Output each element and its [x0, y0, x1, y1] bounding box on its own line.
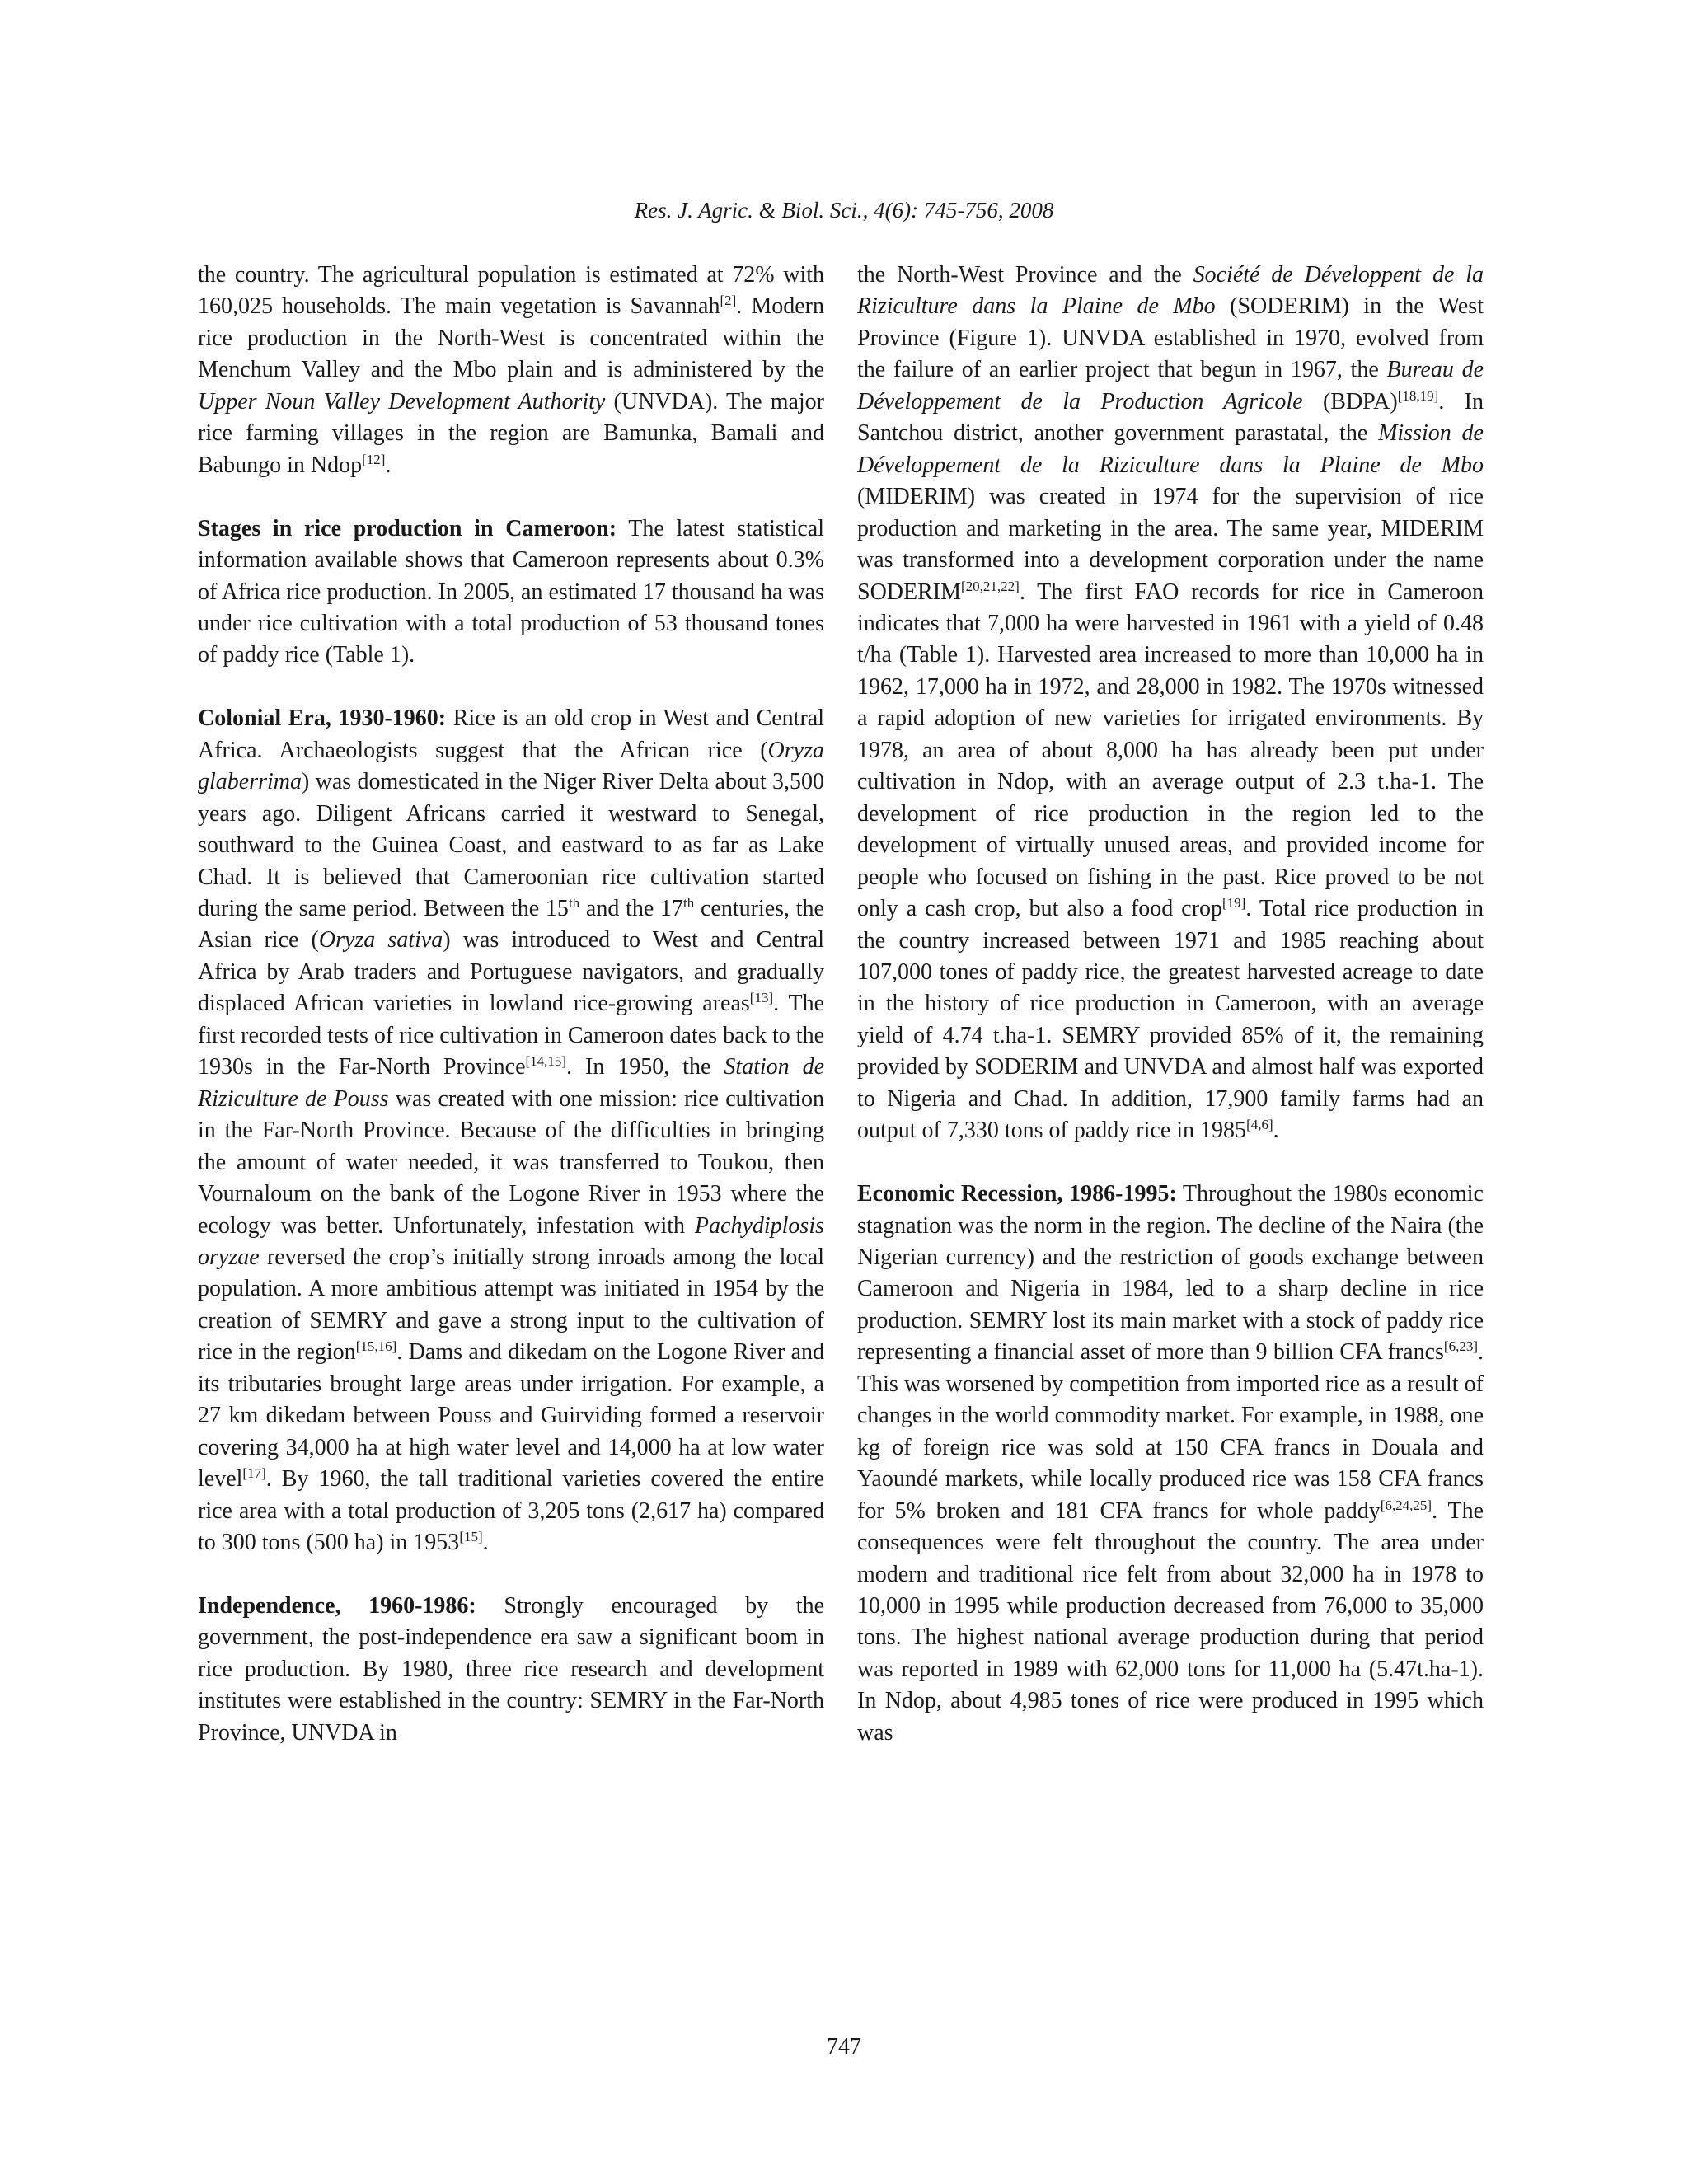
section-heading: Independence, 1960-1986:: [198, 1592, 476, 1619]
left-column: [198, 260, 824, 1749]
citation: [17]: [242, 1465, 266, 1482]
page-number: 747: [827, 2034, 861, 2060]
citation: [6,24,25]: [1380, 1497, 1432, 1513]
section-heading: Colonial Era, 1930-1960:: [198, 705, 447, 732]
citation: [18,19]: [1397, 387, 1439, 404]
paragraph-economic-recession: Economic Recession, 1986-1995: Throughout the 1980s economic stagnation was the norm in the region. The decline of the Naira (the Nigerian currency) and the restriction of goods exchange between Cameroon and Nigeria in 1984, led to a sharp decline in rice production. SEMRY lost its main market with a stock of paddy rice representing a financial asset of more than 9 billion CFA francs[6,23]. This was worsened by competition from imported rice as a result of changes in the world commodity market. For example, in 1988, one kg of foreign rice was sold at 150 CFA francs in Douala and Yaoundé markets, while locally produced rice was 158 CFA francs for 5% broken and 181 CFA francs for whole paddy[6,24,25]. The consequences were felt throughout the country. The area under modern and traditional rice felt from about 32,000 ha in 1978 to 10,000 in 1995 while production decreased from 76,000 to 35,000 tons. The highest national average production during that period was reported in 1989 with 62,000 tons for 11,000 ha (5.47t.ha-1). In Ndop, about 4,985 tones of rice were produced in 1995 which was: [857, 1181, 1484, 1746]
paragraph-independence: Independence, 1960-1986: Strongly encouraged by the government, the post-independence era saw a significant boom in rice production. By 1980, three rice research and development institutes were established in the country: SEMRY in the Far-North Province, UNVDA in: [198, 1592, 825, 1746]
citation: [2]: [720, 293, 737, 309]
citation: [19]: [1222, 895, 1246, 912]
right-column: [857, 260, 1484, 1749]
paragraph-institutes: the North-West Province and the Société de Développent de la Riziculture dans la Plaine de Mbo (SODERIM) in the West Province (Figure 1). UNVDA established in 1970, evolved from the failure of an earlier project that begun in 1967, the Bureau de Développement de la Production Agricole (BDPA)[18,19]. In Santchou district, another government parastatal, the Mission de Développement de la Riziculture dans la Plaine de Mbo (MIDERIM) was created in 1974 for the supervision of rice production and marketing in the area. The same year, MIDERIM was transformed into a development corporation under the name SODERIM[20,21,22]. The first FAO records for rice in Cameroon indicates that 7,000 ha were harvested in 1961 with a yield of 0.48 t/ha (Table 1). Harvested area increased to more than 10,000 ha in 1962, 17,000 ha in 1972, and 28,000 in 1982. The 1970s witnessed a rapid adoption of new varieties for irrigated environments. By 1978, an area of about 8,000 ha has already been put under cultivation in Ndop, with an average output of 2.3 t.ha-1. The development of rice production in the region led to the development of virtually unused areas, and provided income for people who focused on fishing in the past. Rice proved to be not only a cash crop, but also a food crop[19]. Total rice production in the country increased between 1971 and 1985 reaching about 107,000 tones of paddy rice, the greatest harvested acreage to date in the history of rice production in Cameroon, with an average yield of 4.74 t.ha-1. SEMRY provided 85% of it, the remaining provided by SODERIM and UNVDA and almost half was exported to Nigeria and Chad. In addition, 17,900 family farms had an output of 7,330 tons of paddy rice in 1985[4,6].: [857, 262, 1484, 1144]
citation: [14,15]: [525, 1053, 567, 1070]
paragraph-stages: Stages in rice production in Cameroon: The latest statistical information available shows that Cameroon represents about 0.3% of Africa rice production. In 2005, an estimated 17 thousand ha was under rice cultivation with a total production of 53 thousand tones of paddy rice (Table 1).: [198, 515, 824, 668]
citation: [6,23]: [1443, 1338, 1478, 1355]
running-head: Res. J. Agric. & Biol. Sci., 4(6): 745-756, 2008: [634, 198, 1054, 223]
paragraph-colonial-era: Colonial Era, 1930-1960: Rice is an old crop in West and Central Africa. Archaeologists suggest that the African rice (Oryza glaberrima) was domesticated in the Niger River Delta about 3,500 years ago. Diligent Africans carried it westward to Senegal, southward to the Guinea Coast, and eastward to as far as Lake Chad. It is believed that Cameroonian rice cultivation started during the same period. Between the 15th and the 17th centuries, the Asian rice (Oryza sativa) was introduced to West and Central Africa by Arab traders and Portuguese navigators, and gradually displaced African varieties in lowland rice-growing areas[13]. The first recorded tests of rice cultivation in Cameroon dates back to the 1930s in the Far-North Province[14,15]. In 1950, the Station de Riziculture de Pouss was created with one mission: rice cultivation in the Far-North Province. Because of the difficulties in bringing the amount of water needed, it was transferred to Toukou, then Vournaloum on the bank of the Logone River in 1953 where the ecology was better. Unfortunately, infestation with Pachydiplosis oryzae reversed the crop’s initially strong inroads among the local population. A more ambitious attempt was initiated in 1954 by the creation of SEMRY and gave a strong input to the cultivation of rice in the region[15,16]. Dams and dikedam on the Logone River and its tributaries brought large areas under irrigation. For example, a 27 km dikedam between Pouss and Guirviding formed a reservoir covering 34,000 ha at high water level and 14,000 ha at low water level[17]. By 1960, the tall traditional varieties covered the entire rice area with a total production of 3,205 tons (2,617 ha) compared to 300 tons (500 ha) in 1953[15].: [198, 705, 825, 1556]
citation: [13]: [749, 990, 774, 1006]
section-heading: Stages in rice production in Cameroon:: [198, 515, 617, 541]
paragraph-vegetation: the country. The agricultural population is estimated at 72% with 160,025 households. The main vegetation is Savannah[2]. Modern rice production in the North-West is concentrated within the Menchum Valley and the Mbo plain and is administered by the Upper Noun Valley Development Authority (UNVDA). The major rice farming villages in the region are Bamunka, Bamali and Babungo in Ndop[12].: [198, 262, 825, 478]
section-heading: Economic Recession, 1986-1995:: [857, 1181, 1177, 1207]
citation: [4,6]: [1246, 1117, 1273, 1133]
citation: [15]: [459, 1529, 483, 1545]
citation: [12]: [362, 451, 386, 467]
citation: [15,16]: [355, 1338, 397, 1355]
citation: [20,21,22]: [961, 578, 1020, 594]
